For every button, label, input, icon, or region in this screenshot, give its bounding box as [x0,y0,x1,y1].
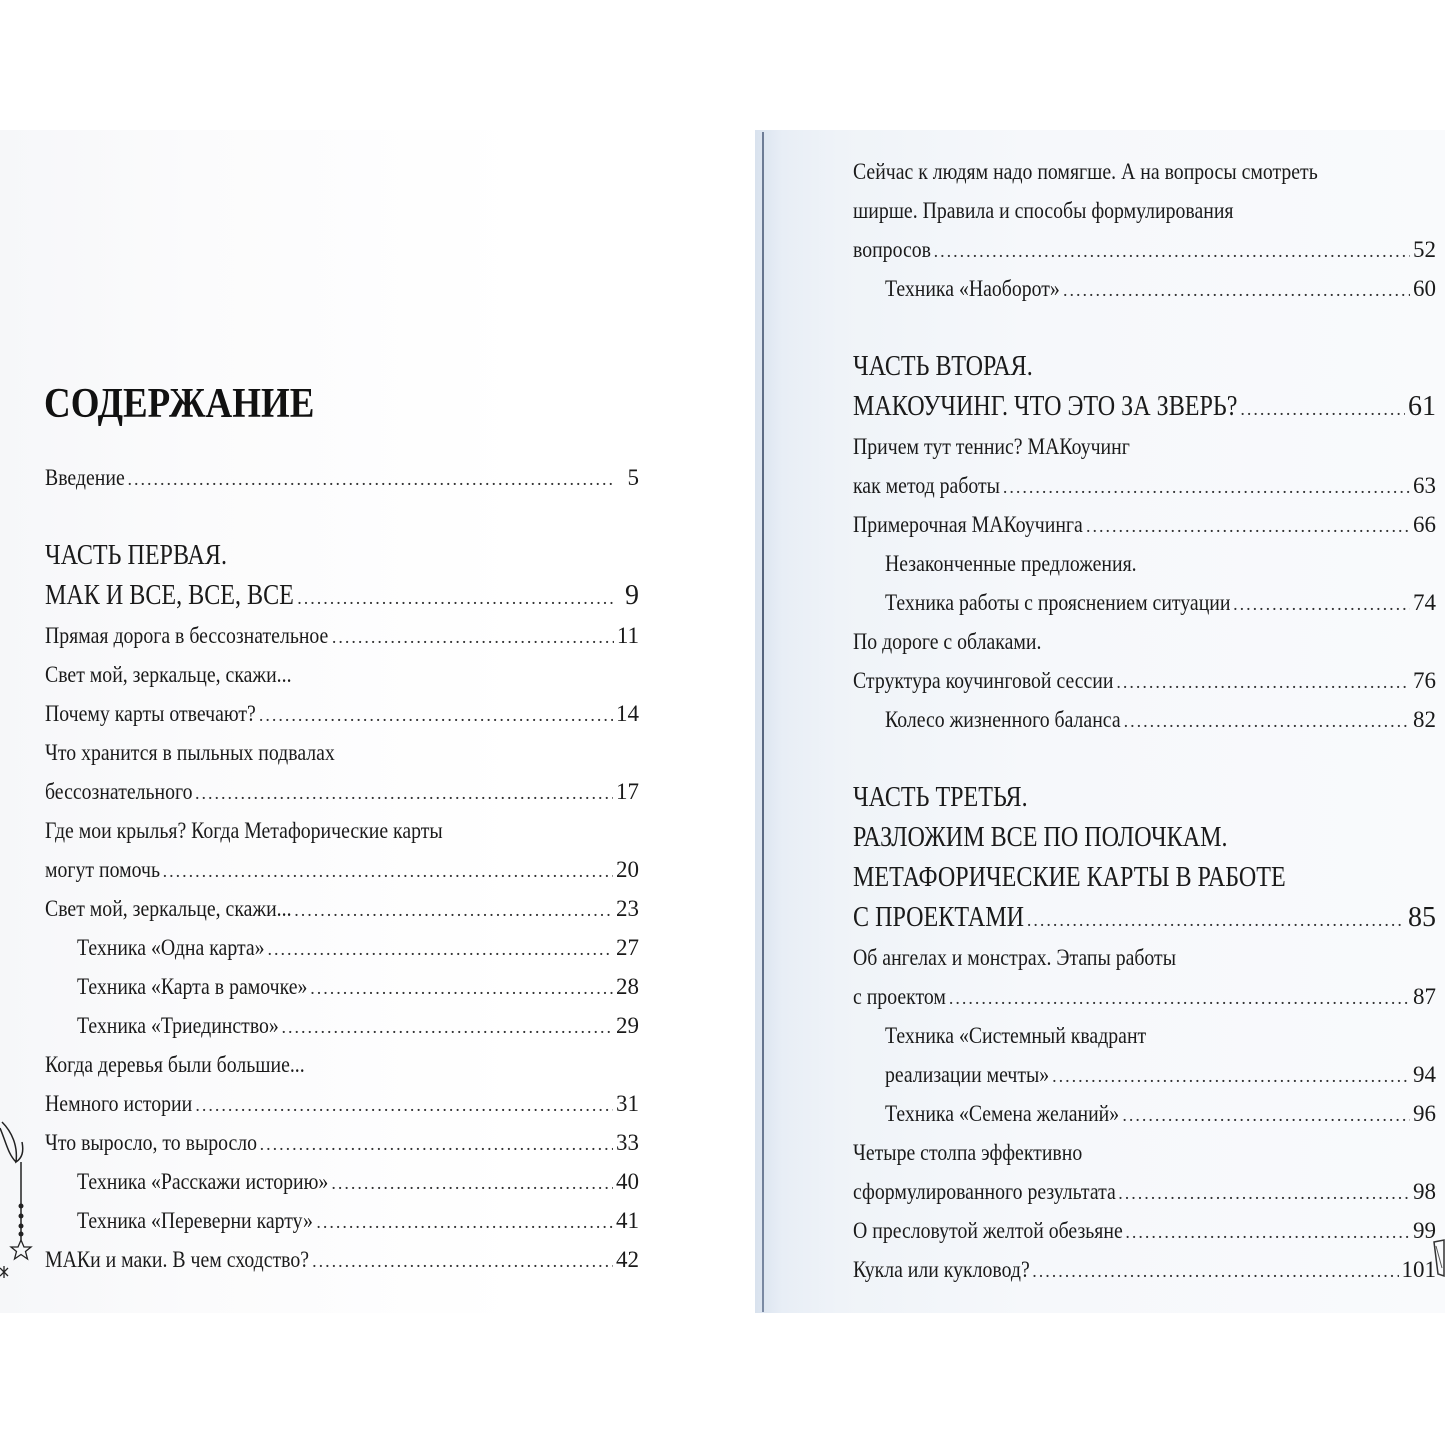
page-title: СОДЕРЖАНИЕ [44,381,315,428]
toc-page-number: 9 [625,580,639,611]
toc-entry-title: ЧАСТЬ ТРЕТЬЯ. [853,782,1028,813]
toc-entry [853,152,1436,191]
toc-subentry [853,269,1436,308]
toc-page-number: 41 [616,1208,639,1233]
toc-subentry [853,1094,1436,1133]
toc-entry-title: Что хранится в пыльных подвалах [45,740,335,765]
toc-entry-title: ЧАСТЬ ПЕРВАЯ. [45,540,227,571]
toc-page-number: 94 [1413,1062,1436,1087]
toc-entry [45,889,639,928]
toc-subentry [45,1201,639,1240]
toc-entry [853,191,1436,230]
dot-leader [1052,1057,1410,1096]
toc-entry-title: Техника «Наоборот» [885,276,1060,301]
dot-leader [1240,389,1405,429]
toc-page-number: 66 [1413,512,1436,537]
toc-entry-title: Техника «Карта в рамочке» [77,974,308,999]
toc-entry [853,661,1436,700]
toc-page-number: 5 [627,465,639,490]
toc-entry-title: как метод работы [853,473,1000,498]
toc-page-number: 101 [1401,1257,1436,1282]
dot-leader [163,852,613,891]
toc-page-number: 60 [1413,276,1436,301]
toc-page-number: 27 [616,935,639,960]
toc-subentry [853,1055,1436,1094]
dot-leader [195,1086,613,1125]
toc-page-number: 42 [616,1247,639,1272]
toc-entry-title: Введение [45,465,125,490]
toc-entry-title: МАКОУЧИНГ. ЧТО ЭТО ЗА ЗВЕРЬ? [853,391,1238,422]
dot-leader [316,1203,613,1242]
dot-leader [195,774,613,813]
toc-entry-title: Четыре столпа эффективно [853,1140,1083,1165]
dot-leader [1086,507,1410,546]
dot-leader [331,1164,613,1203]
dot-leader [1233,585,1410,624]
toc-entry [45,850,639,889]
toc-page-number: 33 [616,1130,639,1155]
toc-entry-title: Кукла или кукловод? [853,1257,1030,1282]
toc-entry-title: Техника «Системный квадрант [885,1023,1147,1048]
toc-entry [45,1045,639,1084]
toc-entry [853,427,1436,466]
toc-entry-title: с проектом [853,984,946,1009]
dot-leader [1063,271,1410,310]
toc-subentry [45,928,639,967]
toc-entry-title: Техника «Триединство» [77,1013,279,1038]
toc-part-heading [853,898,1436,938]
toc-entry-title: Колесо жизненного баланса [885,707,1121,732]
toc-entry-title: МАК И ВСЕ, ВСЕ, ВСЕ [45,580,294,611]
toc-entry-title: бессознательного [45,779,193,804]
dot-leader [281,1008,613,1047]
toc-part-heading [853,858,1436,898]
toc-entry-title: О пресловутой желтой обезьяне [853,1218,1123,1243]
toc-entry-title: С ПРОЕКТАМИ [853,902,1025,933]
toc-page-number: 98 [1413,1179,1436,1204]
toc-part-heading [45,536,639,576]
bleed-through-text [80,150,640,189]
toc-entry [853,230,1436,269]
toc-entry-title: ЧАСТЬ ВТОРАЯ. [853,351,1033,382]
toc-entry-title: По дороге с облаками. [853,629,1042,654]
toc-subentry [853,583,1436,622]
dot-leader [332,618,614,657]
toc-entry-title: МЕТАФОРИЧЕСКИЕ КАРТЫ В РАБОТЕ [853,862,1286,893]
toc-page-number: 20 [616,857,639,882]
toc-entry-title: Почему карты отвечают? [45,701,256,726]
toc-page-number: 74 [1413,590,1436,615]
toc-entry-title: Техника «Переверни карту» [77,1208,313,1233]
dot-leader [1027,900,1405,940]
toc-entry-title: Когда деревья были большие... [45,1052,305,1077]
toc-page-number: 29 [616,1013,639,1038]
book-gutter [762,132,764,1312]
toc-entry [45,772,639,811]
toc-page-number: 17 [616,779,639,804]
toc-page-number: 28 [616,974,639,999]
dot-leader [310,969,613,1008]
dot-leader [127,460,616,499]
toc-entry-title: Примерочная МАКоучинга [853,512,1083,537]
toc-subentry [853,700,1436,739]
toc-entry-title: Прямая дорога в бессознательное [45,623,329,648]
toc-entry-title: Где мои крылья? Когда Метафорические карты [45,818,443,843]
toc-entry [853,1250,1436,1289]
toc-subentry [45,1006,639,1045]
toc-page-number: 11 [616,623,639,648]
dot-leader [268,930,613,969]
dot-leader [1003,468,1410,507]
toc-page-number: 96 [1413,1101,1436,1126]
toc-list-left [45,458,639,1279]
toc-entry-title: вопросов [853,237,931,262]
toc-page-number: 52 [1413,237,1436,262]
toc-entry [853,977,1436,1016]
toc-entry-title: Что выросло, то выросло [45,1130,258,1155]
toc-page-number: 14 [616,701,639,726]
toc-entry-title: Незаконченные предложения. [885,551,1137,576]
toc-entry-title: РАЗЛОЖИМ ВСЕ ПО ПОЛОЧКАМ. [853,822,1228,853]
toc-entry [45,458,639,497]
toc-entry [45,733,639,772]
dot-leader [934,232,1410,271]
toc-page-number: 61 [1408,391,1436,422]
toc-subentry [45,967,639,1006]
toc-entry [853,505,1436,544]
dot-leader [260,1125,613,1164]
dot-leader [294,891,613,930]
toc-entry [45,694,639,733]
toc-subentry [853,1016,1436,1055]
toc-entry [45,616,639,655]
toc-entry-title: могут помочь [45,857,160,882]
toc-subentry [45,1162,639,1201]
toc-entry-title: сформулированного результата [853,1179,1116,1204]
page-corner-ornament-icon [1432,1238,1445,1278]
toc-page-number: 82 [1413,707,1436,732]
toc-entry-title: Немного истории [45,1091,193,1116]
toc-page-number: 23 [616,896,639,921]
toc-entry-title: Структура коучинговой сессии [853,668,1114,693]
toc-entry-title: реализации мечты» [885,1062,1050,1087]
toc-entry-title: Причем тут теннис? МАКоучинг [853,434,1130,459]
dot-leader [1122,1096,1410,1135]
toc-entry-title: Техника «Семена желаний» [885,1101,1120,1126]
toc-entry-title: Свет мой, зеркальце, скажи... [45,662,292,687]
toc-page-number: 31 [616,1091,639,1116]
dot-leader [297,578,616,618]
toc-part-heading [853,347,1436,387]
dot-leader [1032,1252,1398,1291]
toc-part-heading [853,778,1436,818]
toc-entry [45,811,639,850]
toc-entry [45,1240,639,1279]
dot-leader [1125,1213,1410,1252]
hanging-star-ornament-icon [0,1118,40,1288]
toc-subentry [853,544,1436,583]
toc-entry [45,1084,639,1123]
toc-entry-title: Техника «Расскажи историю» [77,1169,329,1194]
dot-leader [1124,702,1410,741]
toc-entry-title: Свет мой, зеркальце, скажи... [45,896,292,921]
dot-leader [1118,1174,1410,1213]
dot-leader [949,979,1410,1018]
toc-entry [853,938,1436,977]
toc-entry [45,1123,639,1162]
toc-page-number: 99 [1413,1218,1436,1243]
toc-entry [853,1211,1436,1250]
toc-part-heading [853,818,1436,858]
toc-page-number: 85 [1408,902,1436,933]
dot-leader [259,696,613,735]
toc-entry [853,1133,1436,1172]
dot-leader [312,1242,613,1281]
toc-page-number: 87 [1413,984,1436,1009]
toc-part-heading [45,576,639,616]
toc-page-number: 40 [616,1169,639,1194]
toc-part-heading [853,387,1436,427]
toc-entry-title: МАКи и маки. В чем сходство? [45,1247,310,1272]
toc-entry-title: Техника работы с прояснением ситуации [885,590,1231,615]
toc-entry [45,655,639,694]
toc-entry [853,1172,1436,1211]
toc-entry-title: Сейчас к людям надо помягше. А на вопросы смотреть [853,159,1318,184]
toc-entry [853,622,1436,661]
toc-page-number: 63 [1413,473,1436,498]
toc-entry-title: Об ангелах и монстрах. Этапы работы [853,945,1176,970]
toc-list-right [853,152,1436,1289]
toc-entry-title: ширше. Правила и способы формулирования [853,198,1234,223]
toc-entry-title: Техника «Одна карта» [77,935,265,960]
toc-entry [853,466,1436,505]
dot-leader [1116,663,1410,702]
toc-page-number: 76 [1413,668,1436,693]
